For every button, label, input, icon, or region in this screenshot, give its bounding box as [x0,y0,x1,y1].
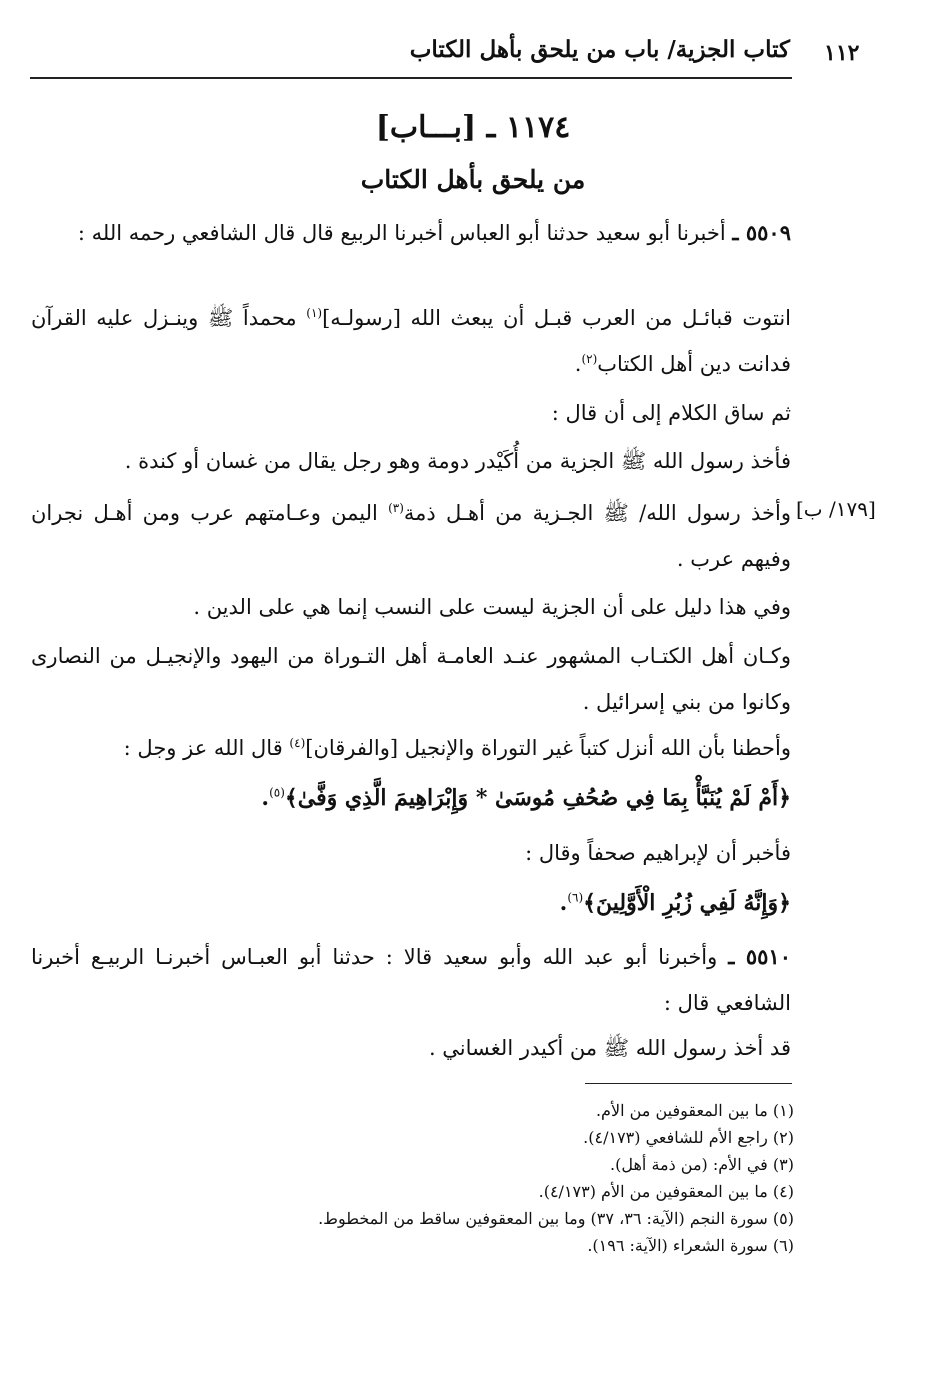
paragraph-text: وأخذ رسول الله/ ﷺ الجـزية من أهـل ذمة [403,501,791,525]
quran-verse-1 [31,775,791,821]
paragraph-text: قال الله عز وجل : [123,736,283,760]
margin-folio-reference: [١٧٩/ ب] [796,497,876,521]
chapter-subtitle: من يلحق بأهل الكتاب [360,165,586,194]
paragraph-7 [31,633,791,725]
paragraph-text: وأخبرنا أبو عبد الله وأبو سعيد قالا : حدثنا أبو العبـاس أخبرنـا الربيـع أخبرنا الشافعي قال : [31,945,791,1015]
paragraph-text: وفي هذا دليل على أن الجزية ليست على النسب إنما هي على الدين . [193,595,791,619]
footnote-separator [585,1083,792,1084]
footnote-ref[interactable]: (٤) [289,736,306,750]
paragraph-text: وكـان أهل الكتـاب المشهور عنـد العامـة أهل التـوراة من اليهود والإنجيـل من النصارى وكانوا من بني إسرائيل . [31,644,791,714]
paragraph-8 [31,725,791,771]
paragraph-9 [31,830,791,876]
paragraph-4 [31,438,791,484]
footnotes [234,1097,794,1259]
footnote-ref[interactable]: (٣) [388,501,404,515]
paragraph-text: وأحطنا بأن الله أنزل كتباً غير التوراة والإنجيل [والفرقان] [305,736,791,760]
page-number: ١١٢ [824,40,860,66]
verse-text: ﴿وَإِنَّهُ لَفِي زُبُرِ الْأَوَّلِينَ﴾ [583,890,791,916]
quran-verse-2 [31,880,791,926]
paragraph-text: ثم ساق الكلام إلى أن قال : [551,401,791,425]
paragraph-text: قد أخذ رسول الله ﷺ من أكيدر الغساني . [428,1036,791,1060]
hadith-number: ٥٥٠٩ ـ [732,220,791,245]
footnote-ref[interactable]: (٥) [269,785,285,800]
paragraph-5 [31,490,791,582]
footnote-5: (٥) سورة النجم (الآية: ٣٦، ٣٧) وما بين المعقوفين ساقط من المخطوط. [318,1209,794,1228]
paragraph-11 [31,1025,791,1071]
paragraph-text: أخبرنا أبو سعيد حدثنا أبو العباس أخبرنا الربيع قال قال الشافعي رحمه الله : [77,221,726,245]
paragraph-3 [31,390,791,436]
footnote-6: (٦) سورة الشعراء (الآية: ١٩٦). [587,1236,794,1255]
footnote-ref[interactable]: (٦) [567,890,584,905]
paragraph-text: فأخبر أن لإبراهيم صحفاً وقال : [525,841,791,865]
footnote-4: (٤) ما بين المعقوفين من الأم (٤/١٧٣). [538,1182,794,1201]
punctuation: . [574,352,582,376]
running-header-title: كتاب الجزية/ باب من يلحق بأهل الكتاب [409,36,790,63]
paragraph-6 [31,584,791,630]
footnote-2: (٢) راجع الأم للشافعي (٤/١٧٣). [583,1128,794,1147]
punctuation: . [559,890,568,916]
paragraph-hadith-5509 [31,210,791,256]
verse-text: ﴿أَمْ لَمْ يُنَبَّأْ بِمَا فِي صُحُفِ مُوسَىٰ * وَإِبْرَاهِيمَ الَّذِي وَفَّىٰ﴾ [284,785,791,811]
footnote-1: (١) ما بين المعقوفين من الأم. [595,1101,794,1120]
paragraph-text: محمداً ﷺ وينـزل عليه القرآن فدانت دين أهل الكتاب [31,306,791,376]
footnote-ref[interactable]: (١) [306,306,323,320]
paragraph-text: فأخذ رسول الله ﷺ الجزية من أُكَيْدر دومة وهو رجل يقال من غسان أو كندة . [124,449,791,473]
footnote-ref[interactable]: (٢) [581,352,598,366]
paragraph-text: اليمن وعـامتهم عرب ومن أهـل نجران وفيهم عرب . [31,501,791,571]
paragraph-hadith-5510 [31,934,791,1026]
chapter-heading: ١١٧٤ ـ [بـــاب] [375,110,571,145]
header-rule [30,77,792,79]
paragraph-2 [31,295,791,387]
hadith-number: ٥٥١٠ ـ [728,944,791,969]
punctuation: . [261,785,270,811]
footnote-3: (٣) في الأم: (من ذمة أهل). [610,1155,794,1174]
paragraph-text: انتوت قبائـل من العرب قبـل أن يبعث الله [رسولـه] [322,306,792,330]
